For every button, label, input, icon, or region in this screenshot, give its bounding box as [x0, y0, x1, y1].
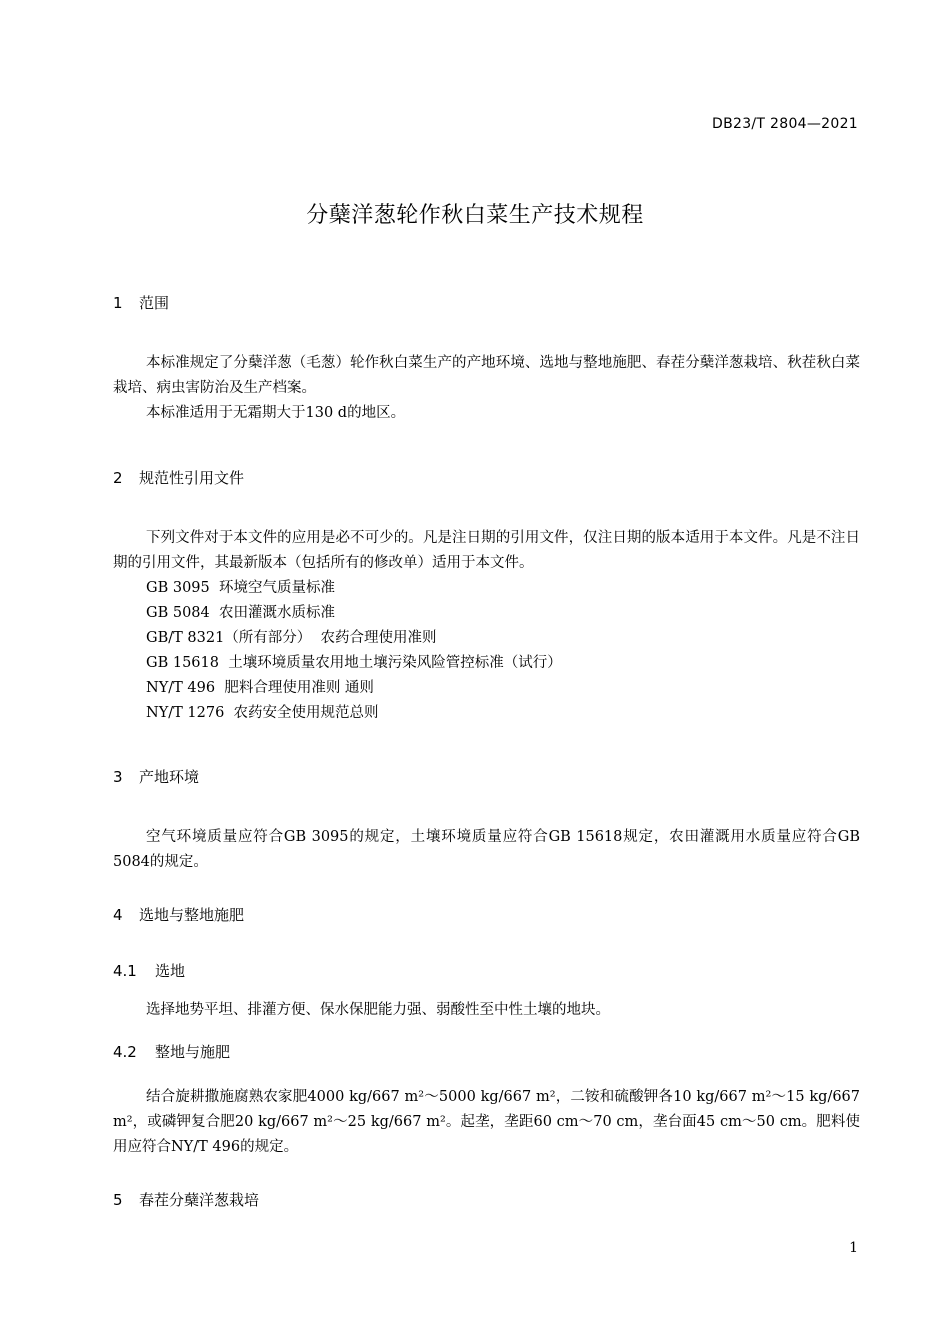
section-number: 1: [113, 294, 123, 312]
reference-item: NY/T 1276 农药安全使用规范总则: [146, 705, 379, 721]
reference-item: GB/T 8321（所有部分） 农药合理使用准则: [146, 630, 437, 646]
section-4-2-paragraph-1: 结合旋耕撒施腐熟农家肥4000 kg/667 m²～5000 kg/667 m²，二铵和硫酸钾各10 kg/667 m²～15 kg/667 m²，或磷钾复合肥20 kg/667 m²～25 kg/667 m²。起垄，垄距60 cm～70 cm，垄台面45 cm～50 cm。肥料使用应符合NY/T 496的规定。: [113, 1089, 860, 1155]
section-number: 5: [113, 1191, 123, 1209]
standard-code: DB23/T 2804—2021: [712, 116, 858, 132]
section-title: 整地与施肥: [155, 1043, 231, 1061]
section-title: 选地与整地施肥: [139, 906, 245, 924]
section-title: 范围: [139, 294, 170, 312]
section-4-1-heading: [113, 960, 185, 981]
section-number: 4: [113, 906, 123, 924]
section-title: 产地环境: [139, 768, 200, 786]
section-1-paragraph-1: 本标准规定了分蘖洋葱（毛葱）轮作秋白菜生产的产地环境、选地与整地施肥、春茬分蘖洋葱栽培、秋茬秋白菜栽培、病虫害防治及生产档案。: [113, 355, 860, 396]
reference-item: NY/T 496 肥料合理使用准则 通则: [146, 680, 374, 696]
section-number: 2: [113, 469, 123, 487]
document-title: 分蘖洋葱轮作秋白菜生产技术规程: [306, 203, 644, 228]
section-4-heading: [113, 904, 244, 925]
section-title: 规范性引用文件: [139, 469, 245, 487]
reference-item: GB 3095 环境空气质量标准: [146, 580, 335, 596]
section-5-heading: [113, 1189, 259, 1210]
section-3-heading: [113, 766, 199, 787]
section-title: 选地: [155, 962, 186, 980]
section-4-1-paragraph-1: 选择地势平坦、排灌方便、保水保肥能力强、弱酸性至中性土壤的地块。: [146, 1002, 610, 1018]
section-number: 4.1: [113, 962, 137, 980]
section-2-paragraph-1: 下列文件对于本文件的应用是必不可少的。凡是注日期的引用文件，仅注日期的版本适用于本文件。凡是不注日期的引用文件，其最新版本（包括所有的修改单）适用于本文件。: [113, 530, 860, 571]
section-2-heading: [113, 467, 244, 488]
section-4-2-heading: [113, 1041, 230, 1062]
section-number: 4.2: [113, 1043, 137, 1061]
section-1-paragraph-2: 本标准适用于无霜期大于130 d的地区。: [146, 405, 406, 421]
section-1-heading: [113, 292, 169, 313]
section-3-paragraph-1: 空气环境质量应符合GB 3095的规定，土壤环境质量应符合GB 15618规定，农田灌溉用水质量应符合GB 5084的规定。: [113, 829, 860, 870]
section-title: 春茬分蘖洋葱栽培: [139, 1191, 260, 1209]
page-number: 1: [849, 1240, 858, 1256]
reference-item: GB 5084 农田灌溉水质标准: [146, 605, 335, 621]
section-number: 3: [113, 768, 123, 786]
reference-item: GB 15618 土壤环境质量农用地土壤污染风险管控标准（试行）: [146, 655, 562, 671]
